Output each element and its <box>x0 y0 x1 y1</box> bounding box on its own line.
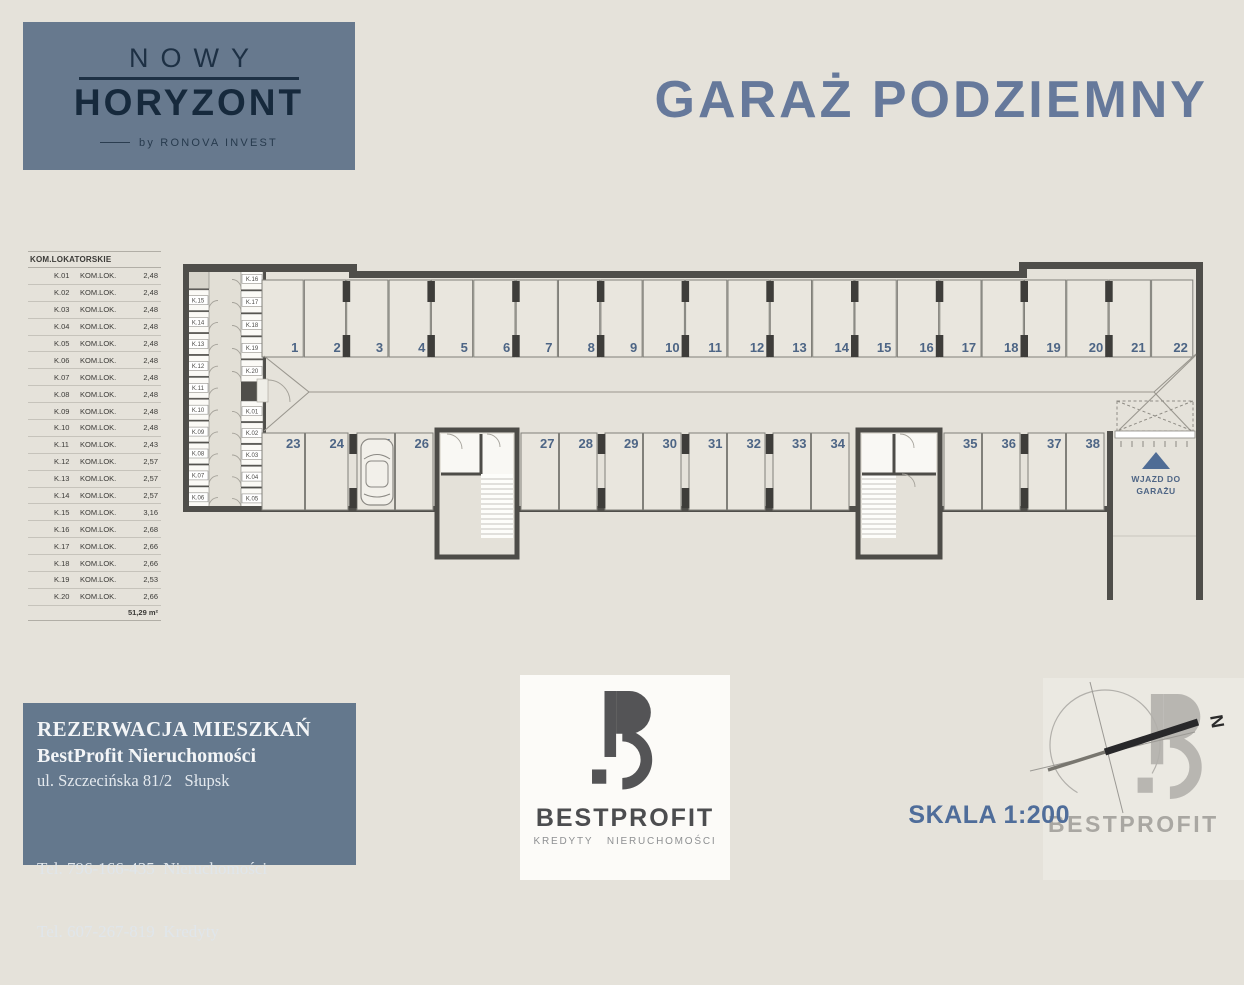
parking-space-number: 21 <box>1131 340 1146 355</box>
storage-room-type: KOM.LOK. <box>80 457 117 467</box>
storage-room-area: 2,48 <box>143 355 158 365</box>
storage-cell-label: K.18 <box>245 323 259 329</box>
watermark-name: BESTPROFIT <box>1048 811 1219 837</box>
storage-room-type: KOM.LOK. <box>80 558 117 568</box>
storage-room-area: 2,66 <box>143 592 158 602</box>
storage-room-area: 2,66 <box>143 541 158 551</box>
storage-table-row <box>28 285 161 302</box>
storage-room-area: 2,66 <box>143 558 158 568</box>
parking-space-number: 1 <box>291 340 299 355</box>
storage-cell-label: K.06 <box>191 495 205 502</box>
garage-entrance <box>1113 355 1196 536</box>
pillar <box>512 281 520 302</box>
pillar <box>766 281 774 302</box>
storage-room-type: KOM.LOK. <box>80 541 117 551</box>
storage-rooms-table <box>28 251 161 621</box>
parking-spaces <box>262 280 1193 510</box>
compass-north-icon <box>1030 680 1228 820</box>
parking-space-number: 7 <box>545 340 553 355</box>
pillar <box>597 281 605 302</box>
parking-space-number: 9 <box>629 340 638 355</box>
storage-room-type: KOM.LOK. <box>80 440 117 450</box>
parking-space-number: 3 <box>375 340 384 355</box>
pillar <box>512 335 520 357</box>
storage-cell-label: K.08 <box>191 451 205 458</box>
parking-space-number: 13 <box>792 340 807 355</box>
storage-cell-label: K.01 <box>245 409 259 416</box>
parking-space-number: 19 <box>1046 340 1061 355</box>
storage-table-row <box>28 572 161 589</box>
storage-room-type: KOM.LOK. <box>80 322 117 332</box>
storage-room-area: 2,48 <box>143 423 158 433</box>
entrance-gate <box>1115 431 1195 438</box>
storage-cell-label: K.02 <box>245 431 259 438</box>
pillar <box>1105 335 1113 357</box>
storage-room-id: K.01 <box>54 271 70 281</box>
storage-room-id: K.05 <box>54 339 70 348</box>
storage-cell-label: K.15 <box>191 298 205 305</box>
parking-space-number: 24 <box>329 436 344 451</box>
stairwell-1 <box>437 430 517 557</box>
entrance-arrow-icon <box>1142 452 1170 469</box>
storage-exit-door <box>257 379 290 402</box>
parking-space-number: 27 <box>540 436 555 451</box>
contact-agency: BestProfit Nieruchomości <box>37 745 257 767</box>
storage-room-area: 2,48 <box>143 322 158 332</box>
pillar <box>427 335 435 357</box>
car-icon <box>361 439 393 505</box>
parking-space-number: 32 <box>746 436 761 451</box>
storage-room-area: 2,53 <box>143 575 158 585</box>
storage-room-id: K.11 <box>54 440 69 450</box>
stairwell-2 <box>858 430 940 557</box>
storage-room-type: KOM.LOK. <box>80 575 117 585</box>
pillar <box>1021 434 1029 454</box>
scale-label: SKALA 1:200 <box>908 801 1070 829</box>
compass-watermark <box>990 680 1244 880</box>
storage-room-type: KOM.LOK. <box>80 288 117 298</box>
parking-space-number: 20 <box>1088 340 1104 355</box>
storage-room-id: K.07 <box>54 372 70 382</box>
parking-space-number: 11 <box>708 340 722 355</box>
pillar <box>682 335 690 357</box>
storage-table-rows <box>28 268 161 606</box>
storage-room-area: 2,57 <box>143 474 158 484</box>
parking-space-number: 38 <box>1085 436 1100 451</box>
storage-room-type: KOM.LOK. <box>80 305 117 315</box>
drive-aisle-markings <box>264 354 1196 431</box>
parking-space-number: 10 <box>665 340 680 355</box>
storage-table-row <box>28 521 161 538</box>
storage-cell-label: K.09 <box>191 429 205 436</box>
storage-room-type: KOM.LOK. <box>80 592 117 602</box>
pillar <box>851 335 859 357</box>
storage-room-id: K.18 <box>54 558 70 568</box>
storage-room-area: 2,68 <box>143 524 158 534</box>
storage-room-area: 3,16 <box>143 507 158 517</box>
pillar <box>349 434 357 454</box>
storage-room-id: K.16 <box>54 524 70 534</box>
bestprofit-subtitle: KREDYTY NIERUCHOMOŚCI <box>533 836 717 847</box>
parking-space-number: 18 <box>1004 340 1019 355</box>
storage-room-area: 2,48 <box>143 288 158 298</box>
bestprofit-logo-icon <box>584 691 666 798</box>
parking-space-number: 22 <box>1173 340 1188 355</box>
storage-room-type: KOM.LOK. <box>80 372 117 382</box>
contact-phone-2: Tel. 607-267-819 Kredyty <box>37 922 219 942</box>
parking-space-number: 5 <box>460 340 468 355</box>
storage-room-area: 2,48 <box>143 339 158 348</box>
storage-room-id: K.13 <box>54 474 70 484</box>
storage-room-id: K.17 <box>54 541 70 551</box>
storage-table-row <box>28 302 161 319</box>
storage-room-area: 2,48 <box>143 406 158 416</box>
logo-line2: HORYZONT <box>73 81 305 123</box>
storage-room-type: KOM.LOK. <box>80 474 117 484</box>
storage-room-id: K.04 <box>54 322 70 332</box>
storage-table-row <box>28 386 161 403</box>
storage-table-total: 51,29 m² <box>28 606 161 621</box>
pillar <box>766 488 774 508</box>
storage-cell-label: K.19 <box>245 346 259 352</box>
storage-table-row <box>28 369 161 386</box>
contact-heading: REZERWACJA MIESZKAŃ <box>37 717 312 741</box>
pillar <box>851 281 859 302</box>
storage-room-area: 2,57 <box>143 491 158 501</box>
pillar <box>766 434 774 454</box>
parking-space-number: 37 <box>1047 436 1062 451</box>
parking-space-number: 29 <box>624 436 639 451</box>
storage-cell-label: K.10 <box>191 407 205 414</box>
storage-table-row <box>28 268 161 285</box>
parking-space-number: 6 <box>502 340 511 355</box>
pillar <box>343 281 351 302</box>
storage-room-type: KOM.LOK. <box>80 355 117 365</box>
pillar <box>427 281 435 302</box>
parking-space-number: 8 <box>587 340 595 355</box>
entrance-label-line1: WJAZD DO <box>1131 474 1181 484</box>
parking-space-number: 16 <box>919 340 934 355</box>
storage-cell-label: K.12 <box>191 364 205 371</box>
storage-table-row <box>28 420 161 437</box>
storage-room-area: 2,48 <box>143 372 158 382</box>
storage-table-row <box>28 589 161 606</box>
parking-space-number: 12 <box>749 340 765 355</box>
byline-text: by RONOVA INVEST <box>139 136 278 149</box>
page-title: GARAŻ PODZIEMNY <box>654 71 1208 129</box>
storage-room-type: KOM.LOK. <box>80 406 117 416</box>
contact-address: ul. Szczecińska 81/2 Słupsk <box>37 771 230 790</box>
parking-space-number: 17 <box>961 340 977 355</box>
pillar <box>936 281 944 302</box>
pillar <box>1021 335 1029 357</box>
storage-table-row <box>28 488 161 505</box>
pillar <box>682 488 690 508</box>
storage-room-id: K.06 <box>54 355 70 365</box>
storage-table-row <box>28 319 161 336</box>
storage-room-type: KOM.LOK. <box>80 524 117 534</box>
storage-room-area: 2,43 <box>143 440 158 450</box>
storage-room-id: K.19 <box>54 575 70 585</box>
storage-cell-label: K.14 <box>191 320 205 327</box>
logo-line1: NOWY <box>129 43 261 74</box>
storage-cell-label: K.20 <box>245 369 259 375</box>
storage-cell-label: K.04 <box>245 474 259 481</box>
storage-room-id: K.08 <box>54 389 70 399</box>
storage-room-id: K.02 <box>54 288 70 298</box>
storage-table-row <box>28 352 161 369</box>
parking-space-number: 28 <box>578 436 593 451</box>
storage-table-row <box>28 336 161 353</box>
storage-table-row <box>28 504 161 521</box>
pillar <box>1021 488 1029 508</box>
storage-room-type: KOM.LOK. <box>80 339 117 348</box>
parking-space-number: 36 <box>1001 436 1016 451</box>
parking-space-number: 2 <box>333 340 341 355</box>
pillar <box>682 434 690 454</box>
pillar <box>766 335 774 357</box>
pillar <box>343 335 351 357</box>
storage-cell-label: K.07 <box>191 473 205 480</box>
pillar <box>349 488 357 508</box>
pillar <box>597 335 605 357</box>
storage-room-type: KOM.LOK. <box>80 491 117 501</box>
storage-room-area: 2,48 <box>143 389 158 399</box>
storage-table-row <box>28 437 161 454</box>
storage-block <box>183 264 266 510</box>
bestprofit-name: BESTPROFIT <box>535 804 715 832</box>
storage-table-row <box>28 555 161 572</box>
parking-space-number: 14 <box>834 340 849 355</box>
pillar <box>682 281 690 302</box>
storage-cell-label: K.03 <box>245 453 259 459</box>
north-letter: N <box>1206 713 1229 730</box>
storage-room-type: KOM.LOK. <box>80 507 117 517</box>
parking-space-number: 15 <box>876 340 892 355</box>
storage-table-row <box>28 538 161 555</box>
bestprofit-card <box>520 675 730 880</box>
parking-space-number: 35 <box>963 436 978 451</box>
pillar <box>936 335 944 357</box>
pillar <box>598 434 606 454</box>
storage-cell-label: K.17 <box>245 300 259 306</box>
storage-room-area: 2,57 <box>143 457 158 467</box>
parking-space-number: 26 <box>414 436 429 451</box>
storage-cell-label: K.05 <box>245 496 259 503</box>
parking-space-number: 34 <box>830 436 845 451</box>
storage-room-type: KOM.LOK. <box>80 271 117 281</box>
parking-space-number: 4 <box>418 340 426 355</box>
storage-room-type: KOM.LOK. <box>80 389 117 399</box>
storage-table-row <box>28 403 161 420</box>
parking-space-number: 33 <box>792 436 807 451</box>
parking-space-number: 31 <box>708 436 723 451</box>
storage-room-id: K.12 <box>54 457 70 467</box>
contact-phone-1: Tel. 796-166-435 Nieruchomości <box>37 858 268 878</box>
storage-room-type: KOM.LOK. <box>80 423 117 433</box>
storage-cell-label: K.11 <box>192 386 204 392</box>
storage-room-id: K.10 <box>54 423 70 433</box>
storage-table-row <box>28 454 161 471</box>
storage-room-id: K.15 <box>54 507 70 517</box>
storage-table-title: KOM.LOKATORSKIE <box>28 251 161 268</box>
pillar <box>598 488 606 508</box>
parking-space-number: 30 <box>662 436 677 451</box>
storage-room-id: K.20 <box>54 592 70 602</box>
storage-cell-label: K.13 <box>191 342 205 349</box>
storage-room-id: K.14 <box>54 491 70 501</box>
storage-room-area: 2,48 <box>143 271 158 281</box>
storage-room-area: 2,48 <box>143 305 158 315</box>
pillar <box>1105 281 1113 302</box>
pillar <box>1021 281 1029 302</box>
storage-room-id: K.03 <box>54 305 70 315</box>
storage-room-id: K.09 <box>54 406 70 416</box>
storage-cell-label: K.16 <box>245 277 259 283</box>
parking-space-number: 23 <box>286 436 301 451</box>
storage-table-row <box>28 471 161 488</box>
entrance-label-line2: GARAŻU <box>1136 486 1176 496</box>
